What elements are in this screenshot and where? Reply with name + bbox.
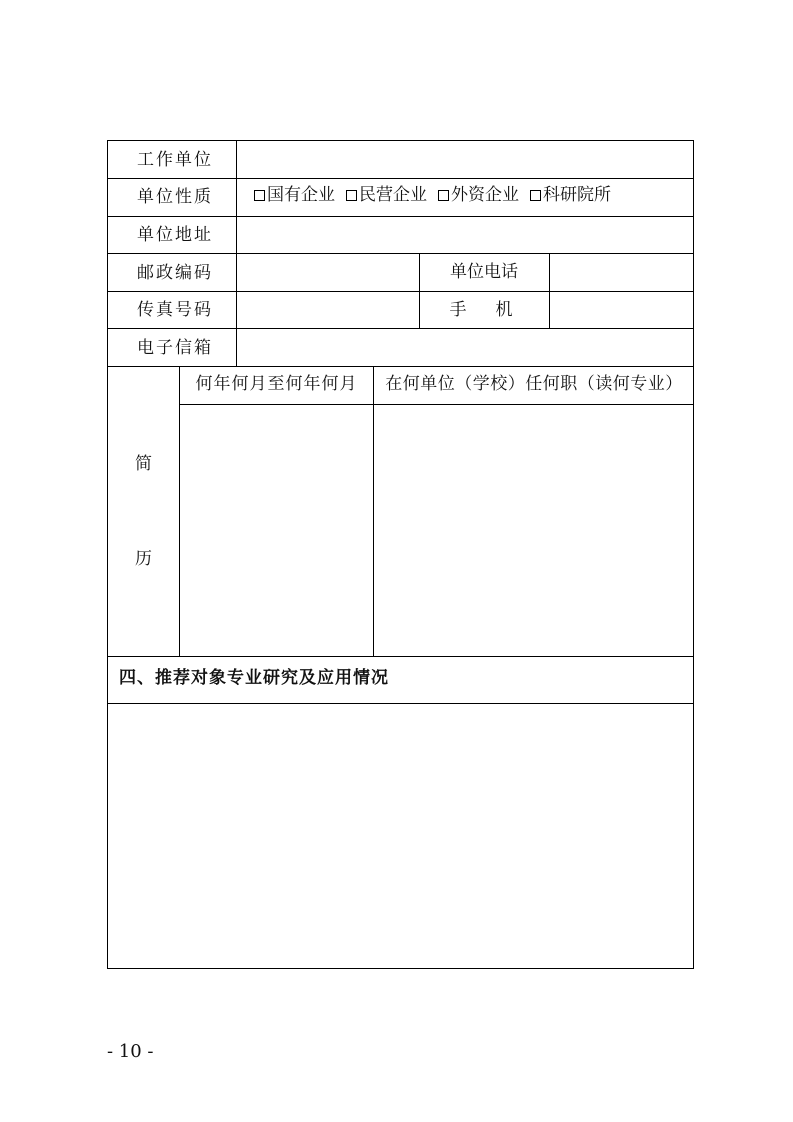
resume-period-header: 何年何月至何年何月 <box>195 374 358 394</box>
work-unit-label: 工作单位 <box>137 150 213 170</box>
row-divider <box>108 291 693 292</box>
option-label-foreign: 外资企业 <box>451 185 519 205</box>
option-foreign[interactable] <box>438 187 519 204</box>
resume-column-divider <box>373 366 374 656</box>
row-divider <box>108 366 693 367</box>
row-divider <box>108 178 693 179</box>
label-column-divider <box>236 141 237 366</box>
postal-code-label: 邮政编码 <box>137 263 213 283</box>
unit-phone-label: 单位电话 <box>450 262 518 282</box>
unit-nature-label: 单位性质 <box>137 187 213 207</box>
mobile-label: 手 机 <box>449 300 519 320</box>
checkbox-private[interactable] <box>346 190 357 201</box>
phone-value-divider <box>549 253 550 328</box>
checkbox-state-owned[interactable] <box>254 190 265 201</box>
row-divider <box>108 328 693 329</box>
row-divider <box>108 253 693 254</box>
option-label-research-institute: 科研院所 <box>543 185 611 205</box>
option-label-private: 民营企业 <box>359 185 427 205</box>
resume-label-divider <box>179 366 180 656</box>
resume-header-divider <box>179 404 693 405</box>
row-divider <box>108 703 693 704</box>
checkbox-research-institute[interactable] <box>530 190 541 201</box>
row-divider <box>108 216 693 217</box>
option-state-owned[interactable] <box>254 187 335 204</box>
option-research-institute[interactable] <box>530 187 611 204</box>
page-number: - 10 - <box>107 1041 154 1062</box>
resume-label-first-char: 简 <box>135 454 152 474</box>
email-label: 电子信箱 <box>137 338 213 358</box>
unit-address-label: 单位地址 <box>137 225 213 245</box>
resume-position-header: 在何单位（学校）任何职（读何专业） <box>385 374 683 394</box>
unit-nature-options <box>254 187 611 204</box>
resume-label-second-char: 历 <box>135 549 152 569</box>
option-private[interactable] <box>346 187 427 204</box>
section-four-title: 四、推荐对象专业研究及应用情况 <box>119 668 389 688</box>
checkbox-foreign[interactable] <box>438 190 449 201</box>
fax-label: 传真号码 <box>137 300 213 320</box>
option-label-state-owned: 国有企业 <box>267 185 335 205</box>
row-divider <box>108 656 693 657</box>
application-form <box>107 140 694 969</box>
